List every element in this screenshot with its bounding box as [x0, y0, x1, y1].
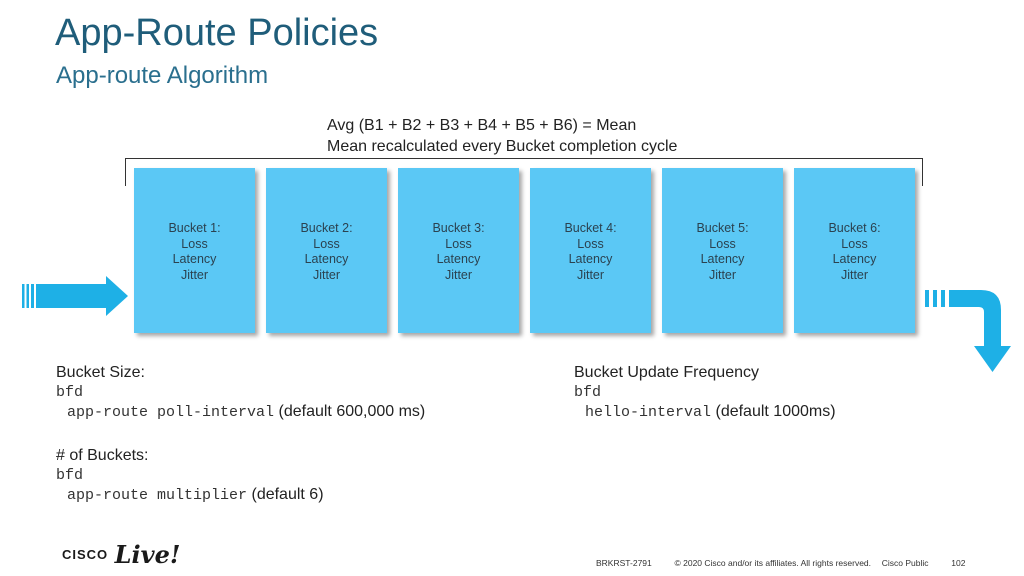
- bucket-size-cmd: app-route poll-interval: [67, 404, 275, 421]
- update-frequency-default: (default 1000ms): [715, 403, 836, 420]
- bucket-metric: Jitter: [840, 267, 869, 282]
- bucket-6: [794, 168, 915, 333]
- bucket-metric: Latency: [832, 252, 877, 266]
- bucket-title: Bucket 4:: [564, 221, 617, 235]
- bucket-metric: Jitter: [312, 267, 341, 282]
- bucket-metric: Latency: [436, 252, 481, 266]
- live-logo-script: Live!: [114, 540, 181, 569]
- bucket-2: [266, 168, 387, 333]
- bucket-size-default: (default 600,000 ms): [278, 403, 426, 420]
- bucket-metric: Loss: [709, 236, 736, 251]
- update-frequency-cmd: hello-interval: [585, 404, 712, 421]
- bucket-metric: Latency: [172, 252, 217, 266]
- bucket-metric: Latency: [304, 252, 349, 266]
- bucket-title: Bucket 5:: [696, 221, 749, 235]
- bucket-metric: Latency: [700, 252, 745, 266]
- bucket-metric: Loss: [313, 236, 340, 251]
- bucket-5: [662, 168, 783, 333]
- num-buckets-heading: # of Buckets:: [56, 447, 149, 464]
- cisco-logo-text: CISCO: [62, 547, 109, 562]
- bucket-size-heading: Bucket Size:: [56, 364, 145, 381]
- footer-copyright: © 2020 Cisco and/or its affiliates. All rights reserved.: [674, 558, 872, 568]
- slide-title: App-Route Policies: [55, 12, 379, 54]
- footer-session: BRKRST-2791: [596, 558, 652, 568]
- bucket-title: Bucket 3:: [432, 221, 485, 235]
- slide-subtitle: App-route Algorithm: [56, 62, 269, 89]
- bucket-title: Bucket 1:: [168, 221, 221, 235]
- formula-line-1: Avg (B1 + B2 + B3 + B4 + B5 + B6) = Mean: [327, 117, 637, 134]
- update-frequency-cmd-bfd: bfd: [574, 384, 602, 401]
- bucket-metric: Jitter: [708, 267, 737, 282]
- num-buckets-cmd: app-route multiplier: [67, 487, 248, 504]
- page-number: 102: [951, 558, 966, 568]
- update-frequency-line: [585, 403, 836, 421]
- bucket-size-cmd-bfd: bfd: [56, 384, 84, 401]
- bucket-metric: Latency: [568, 252, 613, 266]
- footer: [596, 558, 965, 568]
- bucket-metric: Jitter: [444, 267, 473, 282]
- bucket-title: Bucket 2:: [300, 221, 353, 235]
- update-frequency-heading: Bucket Update Frequency: [574, 364, 759, 381]
- bucket-metric: Jitter: [180, 267, 209, 282]
- formula-line-2: Mean recalculated every Bucket completion cycle: [327, 138, 678, 155]
- bucket-title: Bucket 6:: [828, 221, 881, 235]
- bucket-metric: Loss: [841, 236, 868, 251]
- bucket-4: [530, 168, 651, 333]
- num-buckets-cmd-bfd: bfd: [56, 467, 84, 484]
- cisco-live-logo: [62, 540, 180, 569]
- output-arrow-icon: [925, 286, 1015, 374]
- num-buckets-line: [67, 486, 324, 504]
- bucket-3: [398, 168, 519, 333]
- bucket-metric: Jitter: [576, 267, 605, 282]
- bucket-metric: Loss: [181, 236, 208, 251]
- bucket-metric: Loss: [445, 236, 472, 251]
- bucket-size-line: [67, 403, 425, 421]
- bucket-metric: Loss: [577, 236, 604, 251]
- footer-classification: Cisco Public: [881, 558, 929, 568]
- input-arrow-icon: [22, 275, 130, 317]
- num-buckets-default: (default 6): [251, 486, 324, 503]
- bucket-1: [134, 168, 255, 333]
